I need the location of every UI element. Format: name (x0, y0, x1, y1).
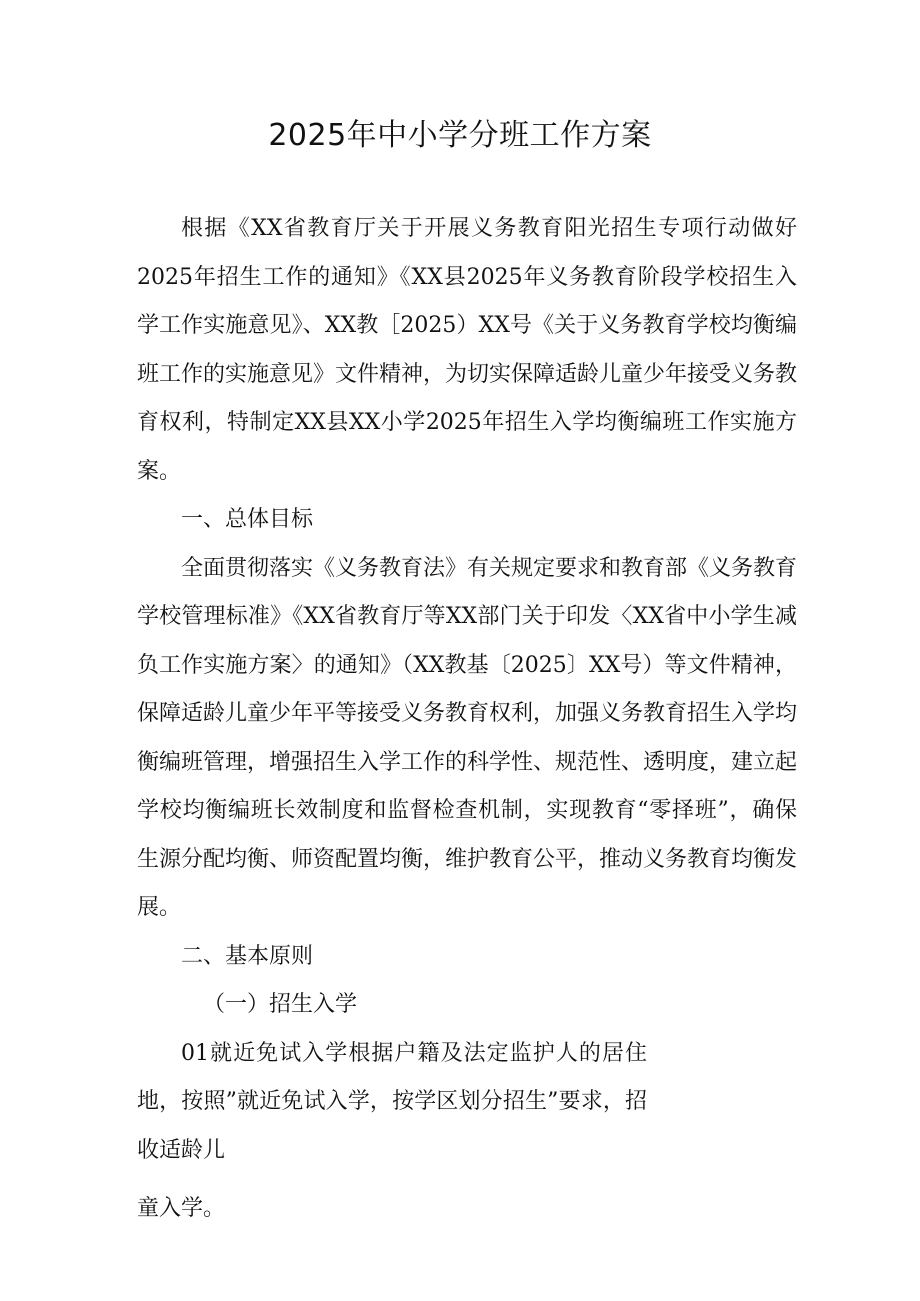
document-body (137, 205, 797, 1234)
overall-goal-paragraph: 全面贯彻落实《义务教育法》有关规定要求和教育部《义务教育学校管理标准》《XX省教育厅等XX部门关于印发〈XX省中小学生减负工作实施方案〉的通知》（XX教基〔2025〕XX号）等文件精神，保障适龄儿童少年平等接受义务教育权利，加强义务教育招生入学均衡编班管理，增强招生入学工作的科学性、规范性、透明度，建立起学校均衡编班长效制度和监督检查机制，实现教育“零择班”，确保生源分配均衡、师资配置均衡，维护教育公平，推动义务教育均衡发展。 (137, 555, 798, 920)
item-01-tail-line: 童入学。 (137, 1196, 226, 1221)
section-heading-basic-principles: 二、基本原则 (181, 943, 314, 969)
document-title: 2025年中小学分班工作方案 (268, 118, 652, 153)
item-01-wrapper (137, 1030, 797, 1176)
section-heading-overall-goal: 一、总体目标 (181, 507, 314, 532)
item-01-paragraph: 01就近免试入学根据户籍及法定监护人的居住地，按照”就近免试入学，按学区划分招生”要求，招收适龄儿 (137, 1040, 647, 1163)
intro-paragraph: 根据《XX省教育厅关于开展义务教育阳光招生专项行动做好2025年招生工作的通知》《XX县2025年义务教育阶段学校招生入学工作实施意见》、XX教［2025）XX号《关于义务教育学校均衡编班工作的实施意见》文件精神，为切实保障适龄儿童少年接受义务教育权利，特制定XX县XX小学2025年招生入学均衡编班工作实施方案。 (137, 216, 798, 484)
subsection-heading-enrollment: （一）招生入学 (203, 992, 358, 1017)
